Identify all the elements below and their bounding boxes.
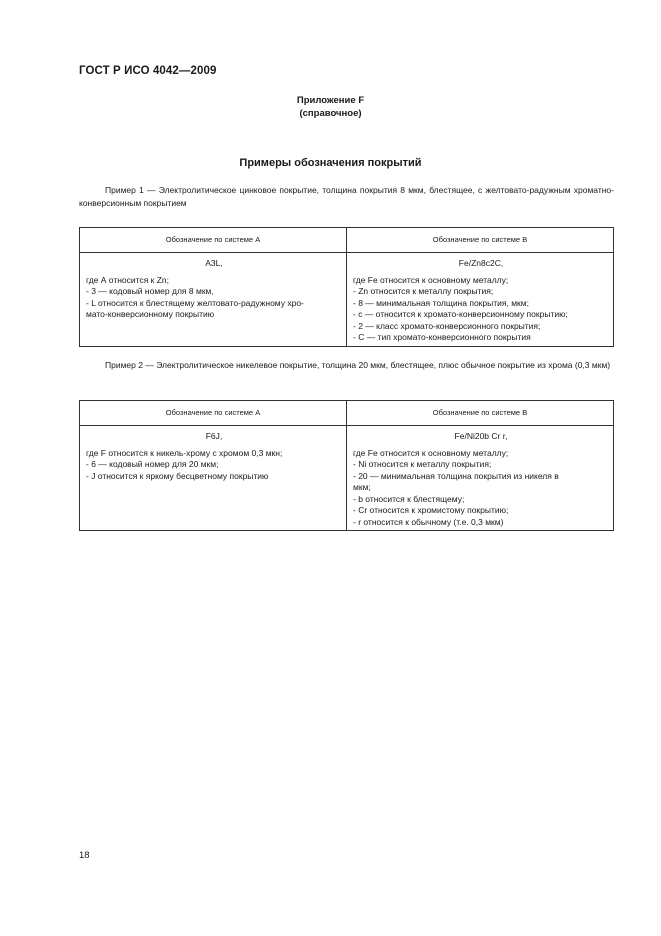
document-id: ГОСТ Р ИСО 4042—2009 [79,65,217,77]
explanation-line: - Ni относится к металлу покрытия; [353,459,492,469]
page-number: 18 [79,850,90,861]
explanation-line: - 6 — кодовый номер для 20 мкм; [86,459,219,469]
table-row [80,426,614,531]
explanation-line: - 2 — класс хромато-конверсионного покрытия; [353,320,541,331]
column-header-system-a: Обозначение по системе А [80,401,347,426]
appendix-title: Приложение F [296,95,365,106]
example-2-table [79,400,614,531]
column-header-system-b: Обозначение по системе В [347,228,614,253]
explanation-line: мато-конверсионному покрытию [86,309,215,319]
explanation-line: - С — тип хромато-конверсионного покрытия [353,332,531,342]
section-title: Примеры обозначения покрытий [239,157,422,169]
explanation-line: где А относится к Zn; [86,274,170,285]
table-row [80,253,614,347]
explanation-line: - b относится к блестящему; [353,493,465,504]
explanation-line: - 8 — минимальная толщина покрытия, мкм; [353,297,529,308]
explanation-line: мкм; [353,482,371,492]
system-b-code: Fe/Zn8c2C, [458,258,504,268]
explanation-line: - r относится к обычному (т.е. 0,3 мкм) [353,516,504,527]
system-a-cell [80,426,347,531]
column-header-system-b: Обозначение по системе В [347,401,614,426]
system-a-cell [80,253,347,347]
explanation-line: - L относится к блестящему желтовато-радужному хро- [86,297,304,308]
system-a-code: F6J, [205,431,223,441]
system-b-code: Fe/Ni20b Cr r, [454,431,508,441]
column-header-system-a: Обозначение по системе А [80,228,347,253]
explanation-line: - Zn относится к металлу покрытия; [353,286,494,296]
example-2-text: Пример 2 — Электролитическое никелевое покрытие, толщина 20 мкм, блестящее, плюс обычное покрытие из хрома (0,3 мкм) [105,360,611,370]
table-header-row [80,228,614,253]
explanation-line: - 20 — минимальная толщина покрытия из никеля в [353,470,559,481]
explanation-line: - 3 — кодовый номер для 8 мкм, [86,286,214,296]
system-b-cell [347,426,614,531]
explanation-line: где Fe относится к основному металлу; [353,274,509,285]
system-b-cell [347,253,614,347]
system-a-code: A3L, [205,258,223,268]
appendix-subtitle: (справочное) [299,108,362,119]
table-header-row [80,401,614,426]
explanation-line: где Fe относится к основному металлу; [353,447,509,458]
explanation-line: где F относится к никель-хрому с хромом 0,3 мкн; [86,447,283,458]
explanation-line: - J относится к яркому бесцветному покрытию [86,470,269,481]
explanation-line: - с — относится к хромато-конверсионному покрытию; [353,309,568,319]
example-1-table [79,227,614,347]
example-1-text: Пример 1 — Электролитическое цинковое покрытие, толщина покрытия 8 мкм, блестящее, с желтовато-радужным хроматно-конверсионным покрытием [79,185,614,208]
explanation-line: - Cr относится к хромистому покрытию; [353,505,509,515]
